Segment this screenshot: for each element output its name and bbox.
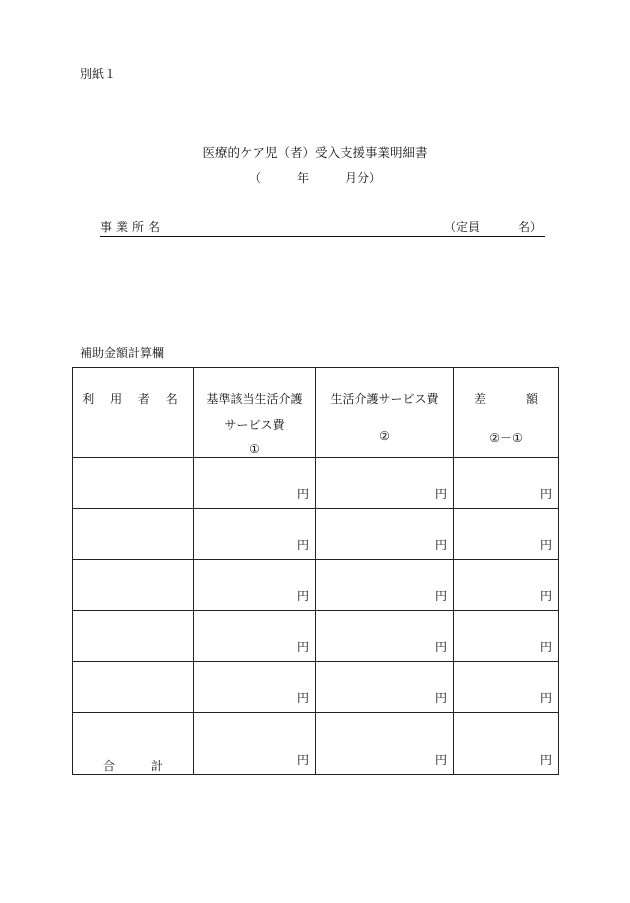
living-fee-cell[interactable]: 円 [316, 611, 454, 662]
standard-fee-cell[interactable]: 円 [194, 509, 316, 560]
difference-cell[interactable]: 円 [454, 560, 559, 611]
total-difference-cell[interactable]: 円 [454, 713, 559, 775]
difference-cell[interactable]: 円 [454, 509, 559, 560]
living-fee-cell[interactable]: 円 [316, 458, 454, 509]
table-row [73, 509, 559, 560]
period-open: （ [248, 171, 261, 185]
capacity-close: 名） [518, 220, 543, 234]
living-fee-cell[interactable]: 円 [316, 662, 454, 713]
difference-cell[interactable]: 円 [454, 662, 559, 713]
living-fee-cell[interactable]: 円 [316, 509, 454, 560]
standard-fee-cell[interactable]: 円 [194, 458, 316, 509]
difference-cell[interactable]: 円 [454, 458, 559, 509]
table-header-row [73, 368, 559, 458]
standard-fee-cell[interactable]: 円 [194, 662, 316, 713]
total-living-fee-cell[interactable]: 円 [316, 713, 454, 775]
user-name-cell[interactable] [73, 560, 194, 611]
standard-fee-cell[interactable]: 円 [194, 611, 316, 662]
user-name-cell[interactable] [73, 458, 194, 509]
user-name-cell[interactable] [73, 611, 194, 662]
period-month: 月分） [345, 171, 382, 185]
total-row [73, 713, 559, 775]
header-living-fee: 生活介護サービス費 ② [316, 368, 454, 458]
header-user-name: 利 用 者 名 [73, 368, 194, 458]
standard-fee-cell[interactable]: 円 [194, 560, 316, 611]
total-standard-fee-cell[interactable]: 円 [194, 713, 316, 775]
header-standard-fee: 基準該当生活介護 サービス費 ① [194, 368, 316, 458]
document-title: 医療的ケア児（者）受入支援事業明細書 [202, 145, 428, 160]
table-row [73, 458, 559, 509]
user-name-cell[interactable] [73, 662, 194, 713]
living-fee-cell[interactable]: 円 [316, 560, 454, 611]
header-difference: 差 額 ②－① [454, 368, 559, 458]
total-label: 合 計 [73, 713, 194, 775]
period-year: 年 [296, 171, 309, 185]
calc-section-label: 補助金額計算欄 [80, 346, 165, 360]
subsidy-table [72, 367, 559, 775]
office-label: 事業所名 [100, 220, 165, 234]
user-name-cell[interactable] [73, 509, 194, 560]
annex-label: 別紙１ [80, 67, 117, 81]
table-row [73, 560, 559, 611]
capacity-field[interactable] [444, 221, 542, 233]
table-row [73, 662, 559, 713]
table-row [73, 611, 559, 662]
period-line [0, 172, 630, 184]
difference-cell[interactable]: 円 [454, 611, 559, 662]
capacity-open: （定員 [444, 220, 481, 234]
